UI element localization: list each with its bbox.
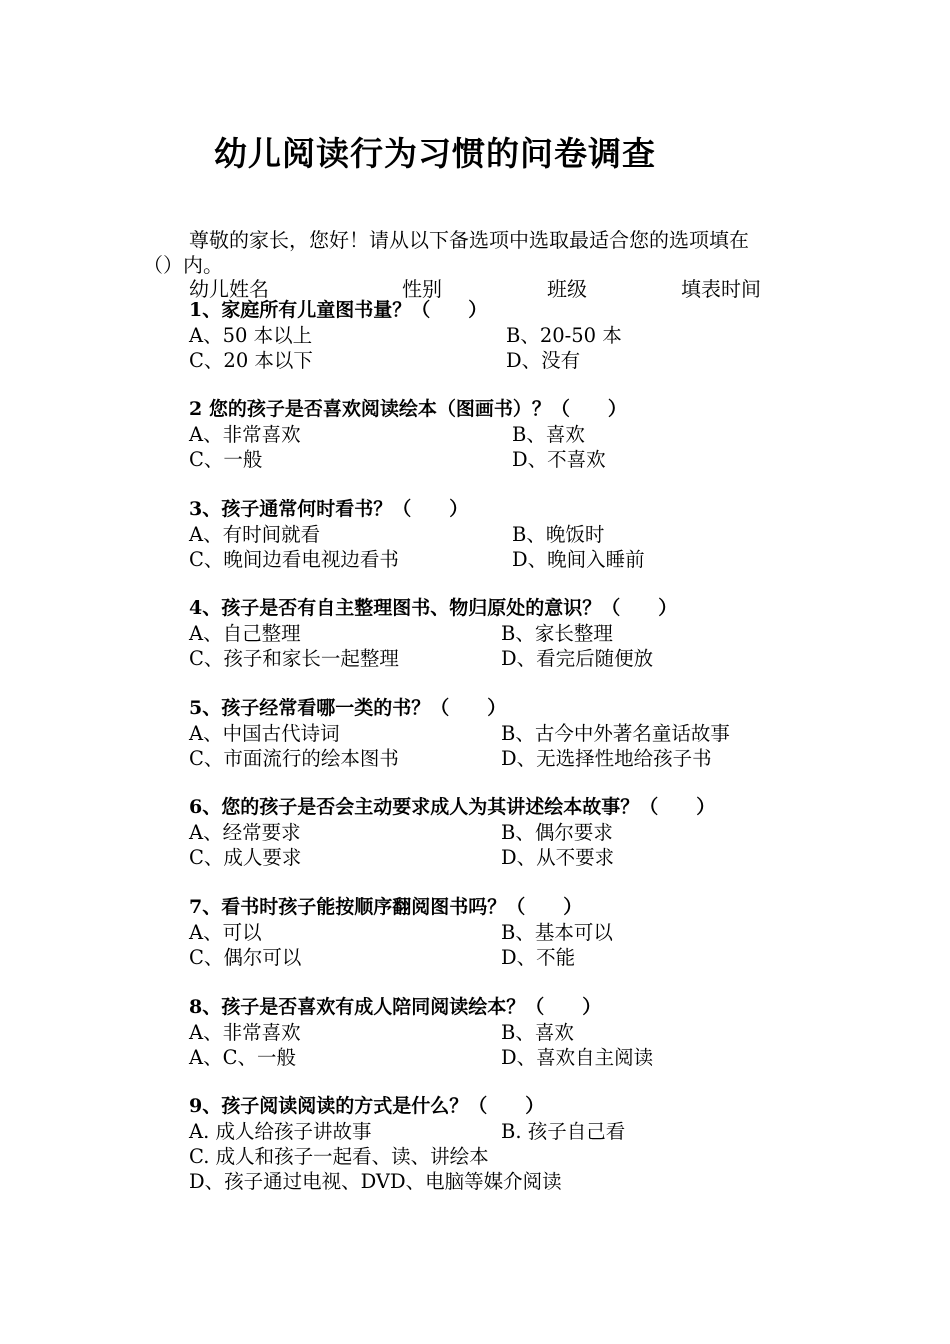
page-title: 幼儿阅读行为习惯的问卷调查 xyxy=(214,134,656,173)
option-a: A. 成人给孩子讲故事 xyxy=(189,1120,372,1143)
question-text: 6、您的孩子是否会主动要求成人为其讲述绘本故事？（ ） xyxy=(189,796,716,818)
option-c: C、20 本以下 xyxy=(189,349,313,372)
option-b: B. 孩子自己看 xyxy=(501,1120,626,1143)
option-a: A、50 本以上 xyxy=(189,324,313,347)
option-d: D、孩子通过电视、DVD、电脑等媒介阅读 xyxy=(189,1170,562,1193)
question-5 xyxy=(189,696,839,771)
question-text: 2 您的孩子是否喜欢阅读绘本（图画书）？（ ） xyxy=(189,398,627,420)
option-c: C、成人要求 xyxy=(189,846,302,869)
question-2 xyxy=(189,397,839,472)
option-b: B、基本可以 xyxy=(501,921,613,944)
option-c: C、一般 xyxy=(189,448,263,471)
question-7 xyxy=(189,895,839,970)
option-d: D、无选择性地给孩子书 xyxy=(501,747,712,770)
option-d: D、没有 xyxy=(506,349,581,372)
question-text: 3、孩子通常何时看书？（ ） xyxy=(189,498,469,520)
option-a: A、非常喜欢 xyxy=(189,423,301,446)
option-b: B、偶尔要求 xyxy=(501,821,613,844)
option-a: A、中国古代诗词 xyxy=(189,722,340,745)
option-a: A、可以 xyxy=(189,921,262,944)
option-a: A、经常要求 xyxy=(189,821,301,844)
option-b: B、喜欢 xyxy=(512,423,585,446)
question-text: 5、孩子经常看哪一类的书？（ ） xyxy=(189,697,507,719)
option-c: C、偶尔可以 xyxy=(189,946,302,969)
option-b: B、喜欢 xyxy=(501,1021,574,1044)
option-d: D、不喜欢 xyxy=(512,448,606,471)
info-fields xyxy=(189,273,829,299)
option-b: B、晚饭时 xyxy=(512,523,605,546)
option-b: B、家长整理 xyxy=(501,622,613,645)
option-b: B、古今中外著名童话故事 xyxy=(501,722,730,745)
question-6 xyxy=(189,795,839,870)
question-text: 4、孩子是否有自主整理图书、物归原处的意识？（ ） xyxy=(189,597,678,619)
option-c: C、晚间边看电视边看书 xyxy=(189,548,399,571)
question-1 xyxy=(189,298,839,373)
option-a: A、非常喜欢 xyxy=(189,1021,301,1044)
option-d: D、不能 xyxy=(501,946,576,969)
question-text: 8、孩子是否喜欢有成人陪同阅读绘本？（ ） xyxy=(189,996,602,1018)
option-c: C、市面流行的绘本图书 xyxy=(189,747,399,770)
option-c: C、孩子和家长一起整理 xyxy=(189,647,399,670)
option-d: D、看完后随便放 xyxy=(501,647,654,670)
question-8 xyxy=(189,995,839,1070)
question-text: 7、看书时孩子能按顺序翻阅图书吗？（ ） xyxy=(189,896,583,918)
gender-label: 性别 xyxy=(402,277,442,301)
question-4 xyxy=(189,596,839,671)
intro-line-2: （）内。 xyxy=(143,253,223,277)
option-a: A、有时间就看 xyxy=(189,523,321,546)
option-a: A、自己整理 xyxy=(189,622,301,645)
date-label: 填表时间 xyxy=(681,277,761,301)
question-3 xyxy=(189,497,839,572)
class-label: 班级 xyxy=(547,277,587,301)
option-d: D、喜欢自主阅读 xyxy=(501,1046,654,1069)
option-c: A、C、一般 xyxy=(189,1046,297,1069)
child-name-label: 幼儿姓名 xyxy=(189,277,269,301)
option-d: D、从不要求 xyxy=(501,846,615,869)
question-9 xyxy=(189,1094,839,1194)
intro-line-1: 尊敬的家长，您好！请从以下备选项中选取最适合您的选项填在 xyxy=(189,228,749,252)
option-d: D、晚间入睡前 xyxy=(512,548,645,571)
option-c: C. 成人和孩子一起看、读、讲绘本 xyxy=(189,1145,489,1168)
question-text: 1、家庭所有儿童图书量？（ ） xyxy=(189,299,488,321)
question-text: 9、孩子阅读阅读的方式是什么？（ ） xyxy=(189,1095,545,1117)
option-b: B、20-50 本 xyxy=(506,324,622,347)
